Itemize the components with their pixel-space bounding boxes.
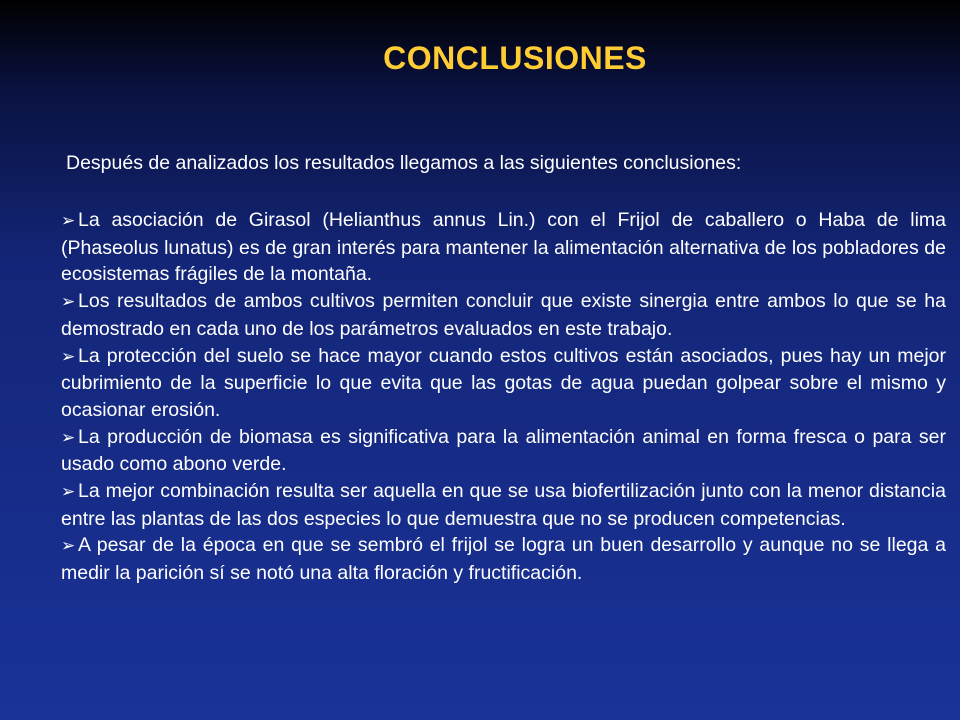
arrow-bullet-icon: ➢ <box>61 427 76 447</box>
list-item-text: La asociación de Girasol (Helianthus annus Lin.) con el Frijol de caballero o Haba de lima (Phaseolus lunatus) es de gran interés para mantener la alimentación alternativa de los pobladores de ecosistemas frágiles de la montaña. <box>61 209 946 286</box>
conclusions-list <box>61 207 946 587</box>
arrow-bullet-icon: ➢ <box>61 536 76 556</box>
slide-title: CONCLUSIONES <box>383 40 647 76</box>
list-item-text: A pesar de la época en que se sembró el frijol se logra un buen desarrollo y aunque no se llega a medir la parición sí se notó una alta floración y fructificación. <box>61 534 946 585</box>
arrow-bullet-icon: ➢ <box>61 482 76 502</box>
list-item-text: Los resultados de ambos cultivos permiten concluir que existe sinergia entre ambos lo que se ha demostrado en cada uno de los parámetros evaluados en este trabajo. <box>61 290 946 340</box>
arrow-bullet-icon: ➢ <box>61 292 76 312</box>
arrow-bullet-icon: ➢ <box>61 211 76 230</box>
list-item-text: La producción de biomasa es significativa para la alimentación animal en forma fresca o para ser usado como abono verde. <box>61 425 946 476</box>
list-item <box>61 207 946 288</box>
list-item <box>61 478 946 532</box>
list-item <box>61 343 946 424</box>
list-item-text: La mejor combinación resulta ser aquella en que se usa biofertilización junto con la menor distancia entre las plantas de las dos especies lo que demuestra que no se producen competencias. <box>61 480 946 530</box>
list-item <box>61 532 946 586</box>
arrow-bullet-icon: ➢ <box>61 346 76 366</box>
intro-text: Después de analizados los resultados llegamos a las siguientes conclusiones: <box>66 152 742 174</box>
list-item <box>61 288 946 342</box>
list-item <box>61 424 946 478</box>
list-item-text: La protección del suelo se hace mayor cuando estos cultivos están asociados, pues hay un mejor cubrimiento de la superficie lo que evita que las gotas de agua puedan golpear sobre el mismo y ocasionar erosión. <box>61 344 946 421</box>
